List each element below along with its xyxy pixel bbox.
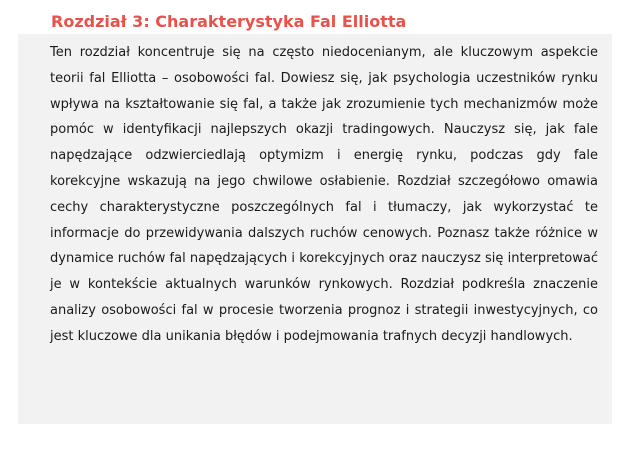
chapter-summary-box — [18, 34, 612, 424]
chapter-title: Rozdział 3: Charakterystyka Fal Elliotta — [51, 12, 407, 31]
chapter-summary-text: Ten rozdział koncentruje się na często niedocenianym, ale kluczowym aspekcie teorii fal Elliotta – osobowości fal. Dowiesz się, jak psychologia uczestników rynku wpływa na kształtowanie się fal, a także jak zrozumienie tych mechanizmów może pomóc w identyfikacji najlepszych okazji tradingowych. Nauczysz się, jak fale napędzające odzwierciedlają optymizm i energię rynku, podczas gdy fale korekcyjne wskazują na jego chwilowe osłabienie. Rozdział szczegółowo omawia cechy charakterystyczne poszczególnych fal i tłumaczy, jak wykorzystać te informacje do przewidywania dalszych ruchów cenowych. Poznasz także różnice w dynamice ruchów fal napędzających i korekcyjnych oraz nauczysz się interpretować je w kontekście aktualnych warunków rynkowych. Rozdział podkreśla znaczenie analizy osobowości fal w procesie tworzenia prognoz i strategii inwestycyjnych, co jest kluczowe dla unikania błędów i podejmowania trafnych decyzji handlowych. — [50, 45, 598, 344]
